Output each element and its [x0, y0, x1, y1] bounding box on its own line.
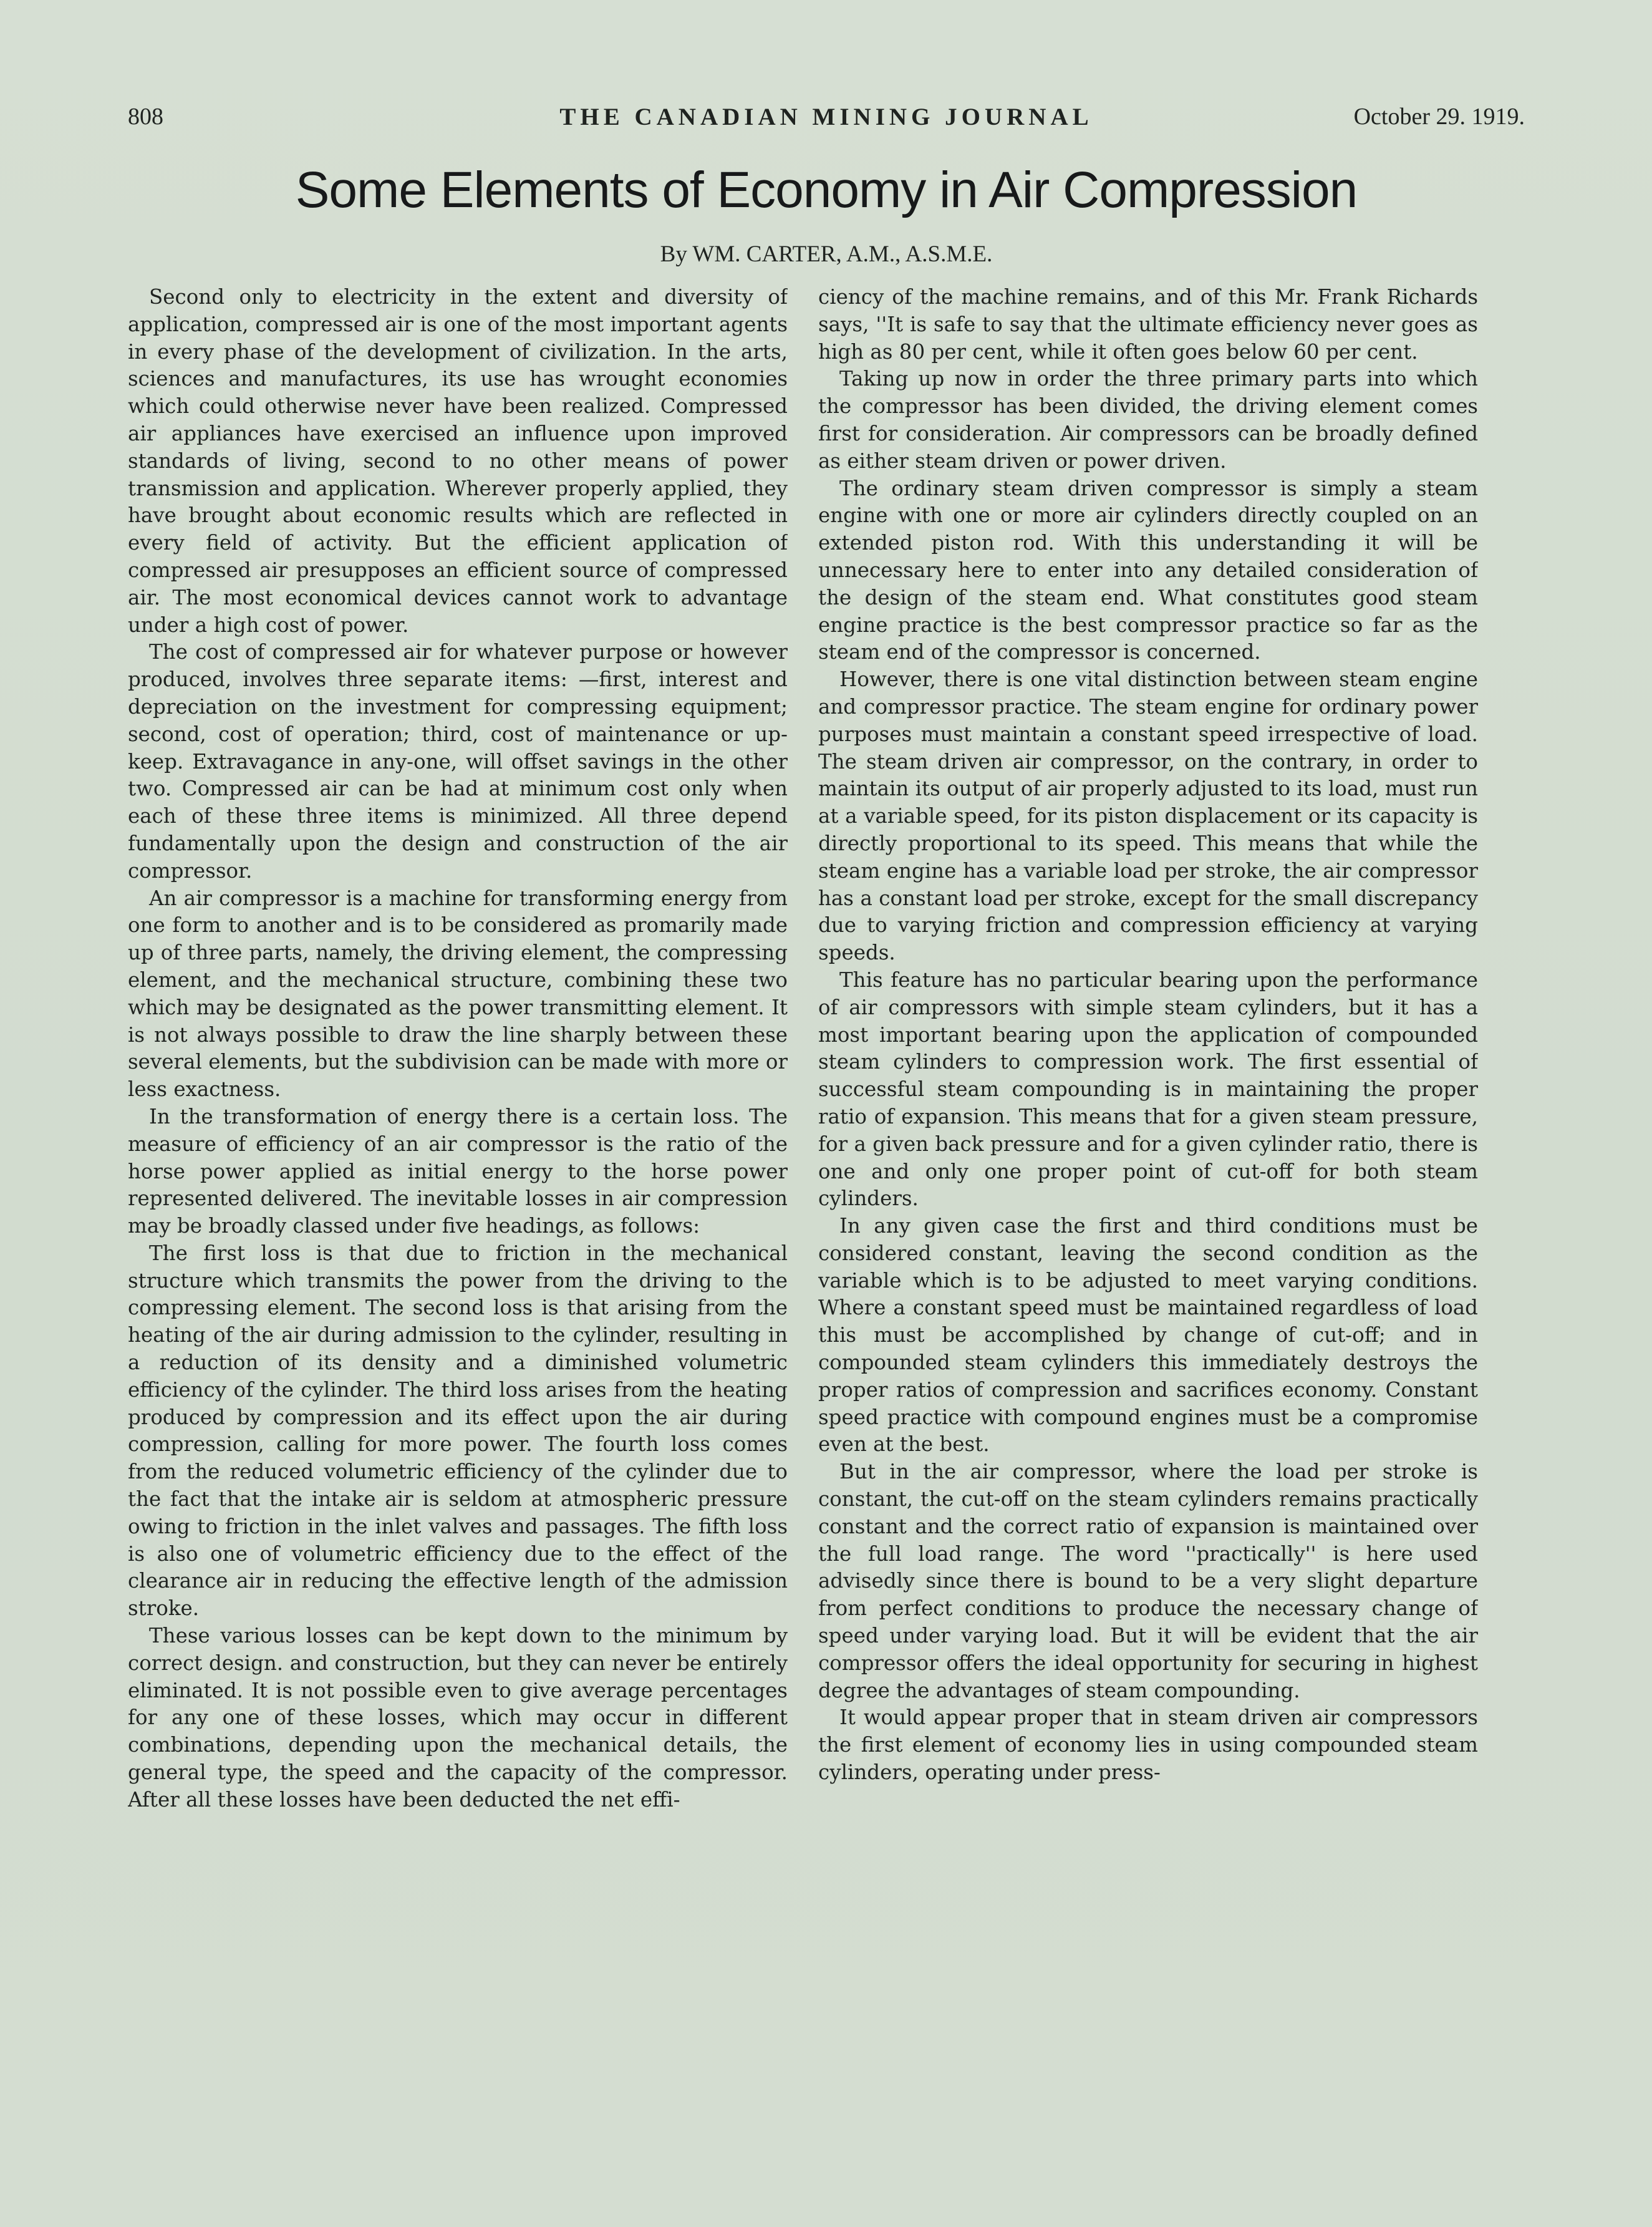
article-byline: By WM. CARTER, A.M., A.S.M.E.	[660, 241, 993, 267]
running-header	[128, 103, 1525, 140]
paragraph: It would appear proper that in steam driven air compressors the first element of economy lies in using compounded steam cylinders, operating under press-	[818, 1705, 1478, 1785]
paragraph: In the transformation of energy there is a certain loss. The measure of efficiency of an air compressor is the ratio of the horse power applied as initial energy to the horse power represented delivered. The inevitable losses in air compression may be broadly classed under five headings, as follows:	[128, 1104, 788, 1238]
paragraph: These various losses can be kept down to the minimum by correct design. and construction, but they can never be entirely eliminated. It is not possible even to give average percentages for any one of these losses, which may occur in different combinations, depending upon the mechanical details, the general type, the speed and the capacity of the compressor. After all these losses have been deducted the net effi-	[128, 1624, 788, 1812]
journal-name: THE CANADIAN MINING JOURNAL	[559, 104, 1093, 130]
issue-date: October 29. 1919.	[1353, 104, 1525, 130]
paragraph-continued: ciency of the machine remains, and of this Mr. Frank Richards says, ''It is safe to say that the ultimate efficiency never goes as high as 80 per cent, while it often goes below 60 per cent.	[818, 285, 1478, 364]
paragraph: An air compressor is a machine for transforming energy from one form to another and is to be considered as promarily made up of three parts, namely, the driving element, the compressing element, and the mechanical structure, combining these two which may be designated as the power transmitting element. It is not always possible to draw the line sharply between these several elements, but the subdivision can be made with more or less exactness.	[128, 886, 788, 1102]
paragraph: The cost of compressed air for whatever purpose or however produced, involves three separate items: —first, interest and depreciation on the investment for compressing equipment; second, cost of operation; third, cost of maintenance or up-keep. Extravagance in any-one, will offset savings in the other two. Compressed air can be had at minimum cost only when each of these three items is minimized. All three depend fundamentally upon the design and construction of the air compressor.	[128, 640, 788, 883]
paragraph: Second only to electricity in the extent and diversity of application, compressed air is one of the most important agents in every phase of the development of civilization. In the arts, sciences and manufactures, its use has wrought economies which could otherwise never have been realized. Compressed air appliances have exercised an influence upon improved standards of living, second to no other means of power transmission and application. Wherever properly applied, they have brought about economic results which are reflected in every field of activity. But the efficient application of compressed air presupposes an efficient source of compressed air. The most economical devices cannot work to advantage under a high cost of power.	[128, 285, 788, 637]
paragraph: The first loss is that due to friction in the mechanical structure which transmits the power from the driving to the compressing element. The second loss is that arising from the heating of the air during admission to the cylinder, resulting in a reduction of its density and a diminished volumetric efficiency of the cylinder. The third loss arises from the heating produced by compression and its effect upon the air during compression, calling for more power. The fourth loss comes from the reduced volumetric efficiency of the cylinder due to the fact that the intake air is seldom at atmospheric pressure owing to friction in the inlet valves and passages. The fifth loss is also one of volumetric efficiency due to the effect of the clearance air in reducing the effective length of the admission stroke.	[128, 1241, 788, 1621]
page-number: 808	[128, 104, 163, 130]
article-title: Some Elements of Economy in Air Compression	[295, 162, 1358, 218]
paragraph: Taking up now in order the three primary parts into which the compressor has been divided, the driving element comes first for consideration. Air compressors can be broadly defined as either steam driven or power driven.	[818, 367, 1478, 473]
paragraph: In any given case the first and third conditions must be considered constant, leaving the second condition as the variable which is to be adjusted to meet varying conditions. Where a constant speed must be maintained regardless of load this must be accomplished by change of cut-off; and in compounded steam cylinders this immediately destroys the proper ratios of compression and sacrifices economy. Constant speed practice with compound engines must be a compromise even at the best.	[818, 1214, 1478, 1457]
paragraph: But in the air compressor, where the load per stroke is constant, the cut-off on the steam cylinders remains practically constant and the correct ratio of expansion is maintained over the full load range. The word ''practically'' is here used advisedly since there is bound to be a very slight departure from perfect conditions to produce the necessary change of speed under varying load. But it will be evident that the air compressor offers the ideal opportunity for securing in highest degree the advantages of steam compounding.	[818, 1460, 1478, 1702]
paragraph: However, there is one vital distinction between steam engine and compressor practice. The steam engine for ordinary power purposes must maintain a constant speed irrespective of load. The steam driven air compressor, on the contrary, in order to maintain its output of air properly adjusted to its load, must run at a variable speed, for its piston displacement or its capacity is directly proportional to its speed. This means that while the steam engine has a variable load per stroke, the air compressor has a constant load per stroke, except for the small discrepancy due to varying friction and compression efficiency at varying speeds.	[818, 667, 1478, 965]
paragraph: This feature has no particular bearing upon the performance of air compressors with simple steam cylinders, but it has a most important bearing upon the application of compounded steam cylinders to compression work. The first essential of successful steam compounding is in maintaining the proper ratio of expansion. This means that for a given steam pressure, for a given back pressure and for a given cylinder ratio, there is one and only one proper point of cut-off for both steam cylinders.	[818, 968, 1478, 1211]
right-column	[818, 284, 1478, 2068]
paragraph: The ordinary steam driven compressor is simply a steam engine with one or more air cylinders directly coupled on an extended piston rod. With this understanding it will be unnecessary here to enter into any detailed consideration of the design of the steam end. What constitutes good steam engine practice is the best compressor practice so far as the steam end of the compressor is concerned.	[818, 476, 1478, 664]
left-column	[128, 284, 788, 2068]
